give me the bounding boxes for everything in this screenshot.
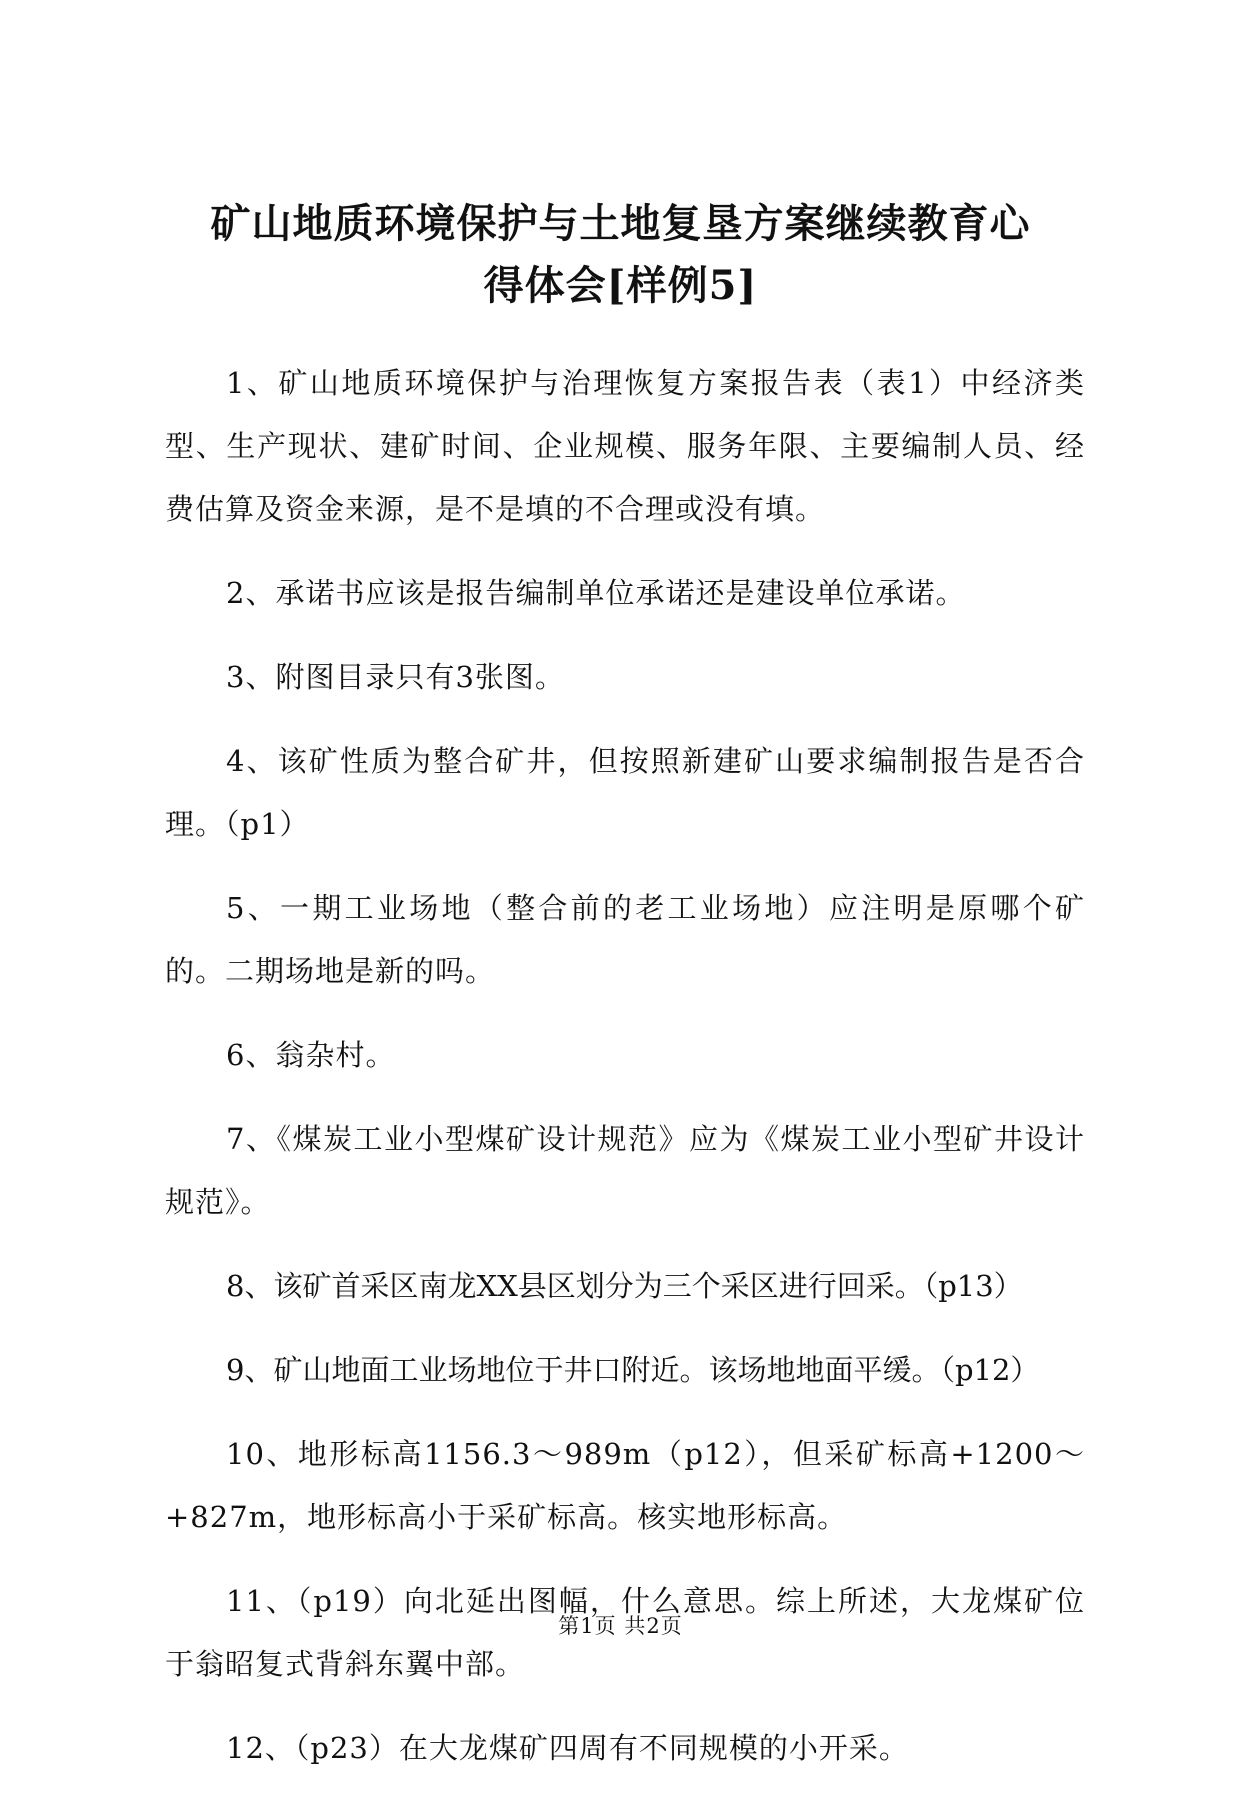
paragraph-2: 2、承诺书应该是报告编制单位承诺还是建设单位承诺。 — [226, 576, 966, 610]
title-line-1: 矿山地质环境保护与土地复垦方案继续教育心 — [210, 200, 1031, 247]
page-number-footer: 第1页 共2页 — [558, 1614, 683, 1638]
paragraph-9: 9、矿山地面工业场地位于井口附近。该场地地面平缓。（p12） — [226, 1353, 1040, 1387]
paragraph-11: 11、（p19）向北延出图幅，什么意思。综上所述，大龙煤矿位于翁昭复式背斜东翼中部。 — [165, 1584, 1085, 1681]
document-title — [150, 193, 1091, 317]
paragraph-1: 1、矿山地质环境保护与治理恢复方案报告表（表1）中经济类型、生产现状、建矿时间、企业规模、服务年限、主要编制人员、经费估算及资金来源，是不是填的不合理或没有填。 — [165, 366, 1085, 526]
paragraph-8: 8、该矿首采区南龙XX县区划分为三个采区进行回采。（p13） — [226, 1269, 1023, 1303]
paragraph-4: 4、该矿性质为整合矿井，但按照新建矿山要求编制报告是否合理。（p1） — [165, 744, 1085, 841]
document-body — [165, 352, 1085, 1801]
paragraph-6: 6、翁杂村。 — [226, 1038, 396, 1072]
paragraph-12: 12、（p23）在大龙煤矿四周有不同规模的小开采。 — [226, 1731, 909, 1765]
paragraph-3: 3、附图目录只有3张图。 — [226, 660, 565, 694]
paragraph-5: 5、一期工业场地（整合前的老工业场地）应注明是原哪个矿的。二期场地是新的吗。 — [165, 891, 1085, 988]
paragraph-10: 10、地形标高1156.3～989m（p12），但采矿标高+1200～+827m，地形标高小于采矿标高。核实地形标高。 — [165, 1437, 1085, 1534]
title-line-2: 得体会[样例5] — [483, 262, 758, 309]
paragraph-7: 7、《煤炭工业小型煤矿设计规范》应为《煤炭工业小型矿井设计规范》。 — [165, 1122, 1085, 1219]
